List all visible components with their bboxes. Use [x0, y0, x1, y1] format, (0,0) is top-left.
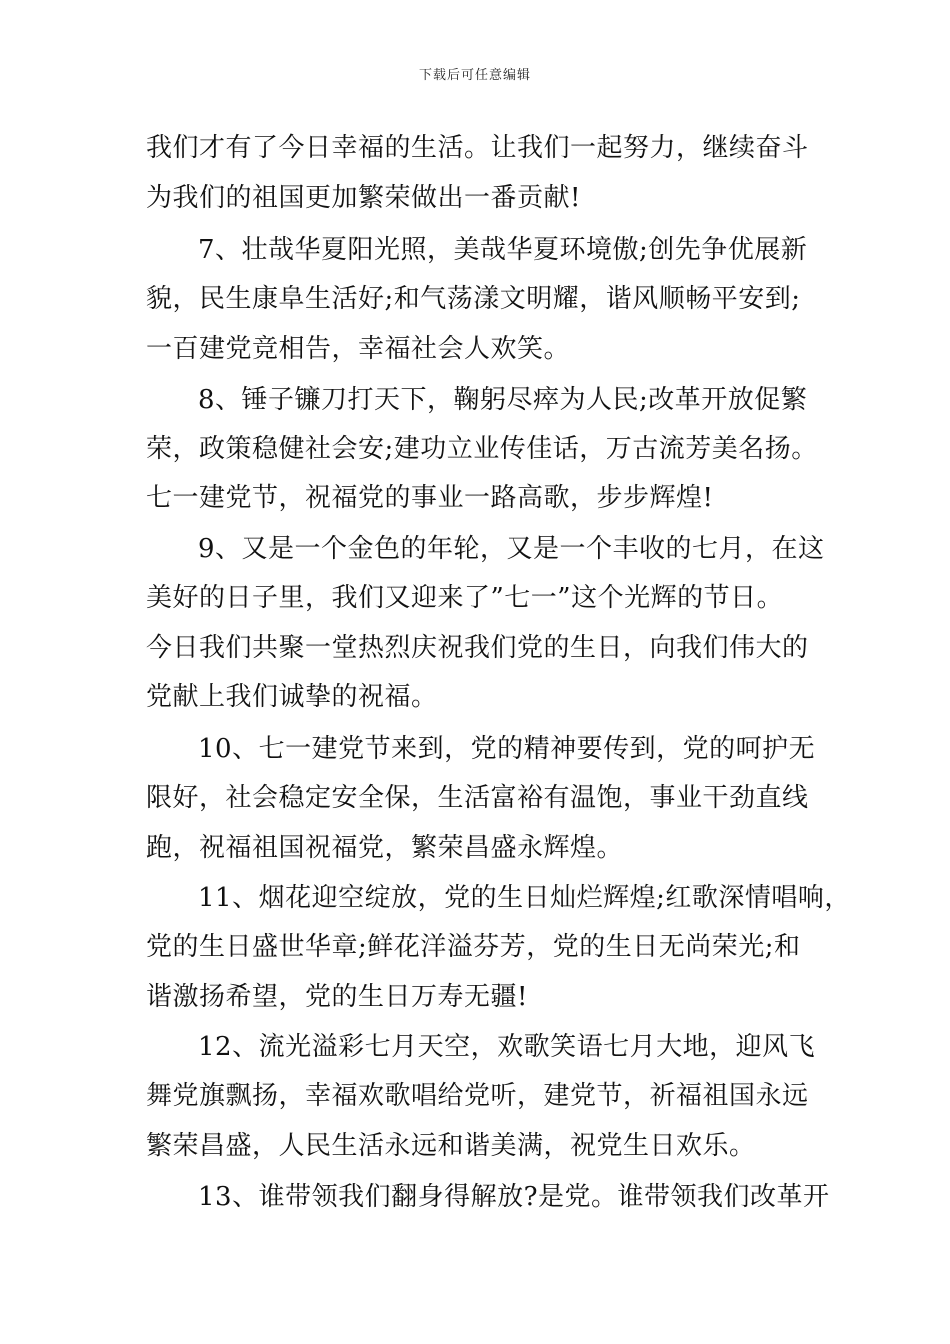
paragraph-start-9: 9、又是一个金色的年轮，又是一个丰收的七月，在这: [198, 534, 825, 564]
paragraph-start-10: 10、七一建党节来到，党的精神要传到，党的呵护无: [198, 734, 816, 764]
text-line: 舞党旗飘扬，幸福欢歌唱给党听，建党节，祈福祖国永远: [146, 1081, 809, 1111]
text-line: 谐激扬希望，党的生日万寿无疆!: [146, 982, 528, 1012]
page-header: 下载后可任意编辑: [418, 68, 531, 83]
text-line: 我们才有了今日幸福的生活。让我们一起努力，继续奋斗: [146, 133, 809, 163]
text-line: 限好，社会稳定安全保，生活富裕有温饱，事业干劲直线: [146, 783, 809, 813]
text-line: 党献上我们诚挚的祝福。: [146, 682, 438, 712]
text-line: 美好的日子里，我们又迎来了”七一”这个光辉的节日。: [146, 583, 784, 613]
paragraph-start-13: 13、谁带领我们翻身得解放?是党。谁带领我们改革开: [198, 1182, 830, 1212]
text-line: 繁荣昌盛，人民生活永远和谐美满，祝党生日欢乐。: [146, 1131, 756, 1161]
text-line: 为我们的祖国更加繁荣做出一番贡献!: [146, 183, 581, 213]
paragraph-start-8: 8、锤子镰刀打天下，鞠躬尽瘁为人民;改革开放促繁: [198, 385, 808, 415]
text-line: 七一建党节，祝福党的事业一路高歌，步步辉煌!: [146, 483, 714, 513]
paragraph-start-11: 11、烟花迎空绽放，党的生日灿烂辉煌;红歌深情唱响，: [198, 883, 851, 913]
text-line: 跑，祝福祖国祝福党，繁荣昌盛永辉煌。: [146, 833, 624, 863]
paragraph-start-7: 7、壮哉华夏阳光照，美哉华夏环境傲;创先争优展新: [198, 235, 808, 265]
text-line: 荣，政策稳健社会安;建功立业传佳话，万古流芳美名扬。: [146, 434, 818, 464]
text-line: 今日我们共聚一堂热烈庆祝我们党的生日，向我们伟大的: [146, 633, 809, 663]
text-line: 党的生日盛世华章;鲜花洋溢芬芳，党的生日无尚荣光;和: [146, 932, 801, 962]
text-line: 貌，民生康阜生活好;和气荡漾文明耀，谐风顺畅平安到;: [146, 284, 801, 314]
text-line: 一百建党竞相告，幸福社会人欢笑。: [146, 334, 571, 364]
paragraph-start-12: 12、流光溢彩七月天空，欢歌笑语七月大地，迎风飞: [198, 1032, 816, 1062]
